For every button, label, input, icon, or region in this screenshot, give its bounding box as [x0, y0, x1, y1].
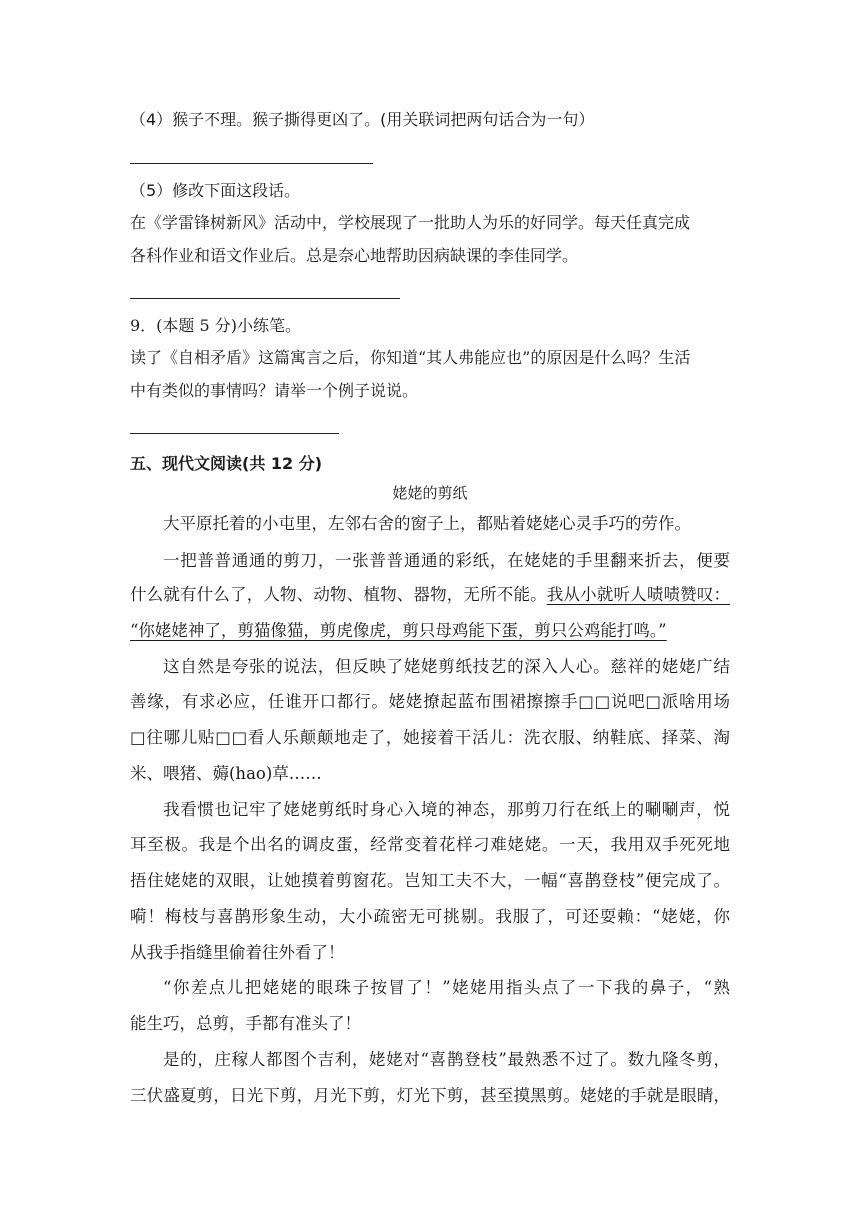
question-9-title: 9．(本题 5 分)小练笔。 [130, 316, 302, 335]
passage-line: 大平原托着的小屯里，左邻右舍的窗子上，都贴着姥姥心灵手巧的劳作。 [163, 514, 691, 533]
passage-title: 姥姥的剪纸 [392, 484, 468, 502]
question-5-text-line: 各科作业和语文作业后。总是奈心地帮助因病缺课的李佳同学。 [130, 246, 579, 265]
passage-line: 是的，庄稼人都图个吉利，姥姥对“喜鹊登枝”最熟悉不过了。数九隆冬剪， [163, 1050, 730, 1069]
passage-line: 我看惯也记牢了姥姥剪纸时身心入境的神态，那剪刀行在纸上的唰唰声，悦 [163, 800, 730, 819]
answer-line-q5[interactable] [130, 298, 400, 299]
passage-line: 这自然是夸张的说法，但反映了姥姥剪纸技艺的深入人心。慈祥的姥姥广结 [163, 657, 730, 676]
passage-line: 耳至极。我是个出名的调皮蛋，经常变着花样刁难姥姥。一天，我用双手死死地 [130, 835, 730, 854]
question-9-prompt-line: 中有类似的事情吗？请举一个例子说说。 [130, 381, 419, 400]
underlined-sentence: “你姥姥神了，剪猫像猫，剪虎像虎，剪只母鸡能下蛋，剪只公鸡能打鸣。” [130, 621, 667, 640]
underlined-sentence: 我从小就听人啧啧赞叹： [546, 585, 731, 604]
passage-line: □往哪儿贴□□看人乐颠颠地走了，她接着干活儿：洗衣服、纳鞋底、择菜、淘 [130, 728, 730, 747]
passage-line: 三伏盛夏剪，日光下剪，月光下剪，灯光下剪，甚至摸黑剪。姥姥的手就是眼睛， [130, 1086, 730, 1105]
question-9-prompt-line: 读了《自相矛盾》这篇寓言之后，你知道“其人弗能应也”的原因是什么吗？生活 [130, 348, 691, 367]
question-5-title: （5）修改下面这段话。 [130, 181, 301, 200]
passage-line: 嗬！梅枝与喜鹊形象生动，大小疏密无可挑剔。我服了，可还耍赖：“姥姥，你 [130, 907, 730, 926]
passage-text: 什么就有什么了，人物、动物、植物、器物，无所不能。 [130, 585, 547, 604]
passage-line: 米、喂猪、薅(hao)草…… [130, 764, 322, 783]
answer-line-q4[interactable] [130, 163, 373, 164]
section-heading: 五、现代文阅读(共 12 分) [130, 454, 323, 473]
passage-line: 善缘，有求必应，任谁开口都行。姥姥撩起蓝布围裙擦擦手□□说吧□派啥用场 [130, 692, 730, 711]
question-5-text-line: 在《学雷锋树新风》活动中，学校展现了一批助人为乐的好同学。每天任真完成 [130, 213, 691, 232]
question-4: （4）猴子不理。猴子撕得更凶了。(用关联词把两句话合为一句） [130, 110, 595, 129]
passage-line: 一把普普通通的剪刀，一张普普通通的彩纸，在姥姥的手里翻来折去，便要 [163, 551, 730, 570]
answer-line-q9[interactable] [130, 433, 339, 434]
passage-line: 从我手指缝里偷着往外看了！ [130, 943, 345, 962]
passage-line: 能生巧，总剪，手都有准头了！ [130, 1014, 361, 1033]
passage-line: “你差点儿把姥姥的眼珠子按冒了！”姥姥用指头点了一下我的鼻子，“熟 [163, 978, 730, 997]
passage-line [130, 584, 730, 606]
passage-line: 捂住姥姥的双眼，让她摸着剪窗花。岂知工夫不大，一幅“喜鹊登枝”便完成了。 [130, 871, 730, 890]
